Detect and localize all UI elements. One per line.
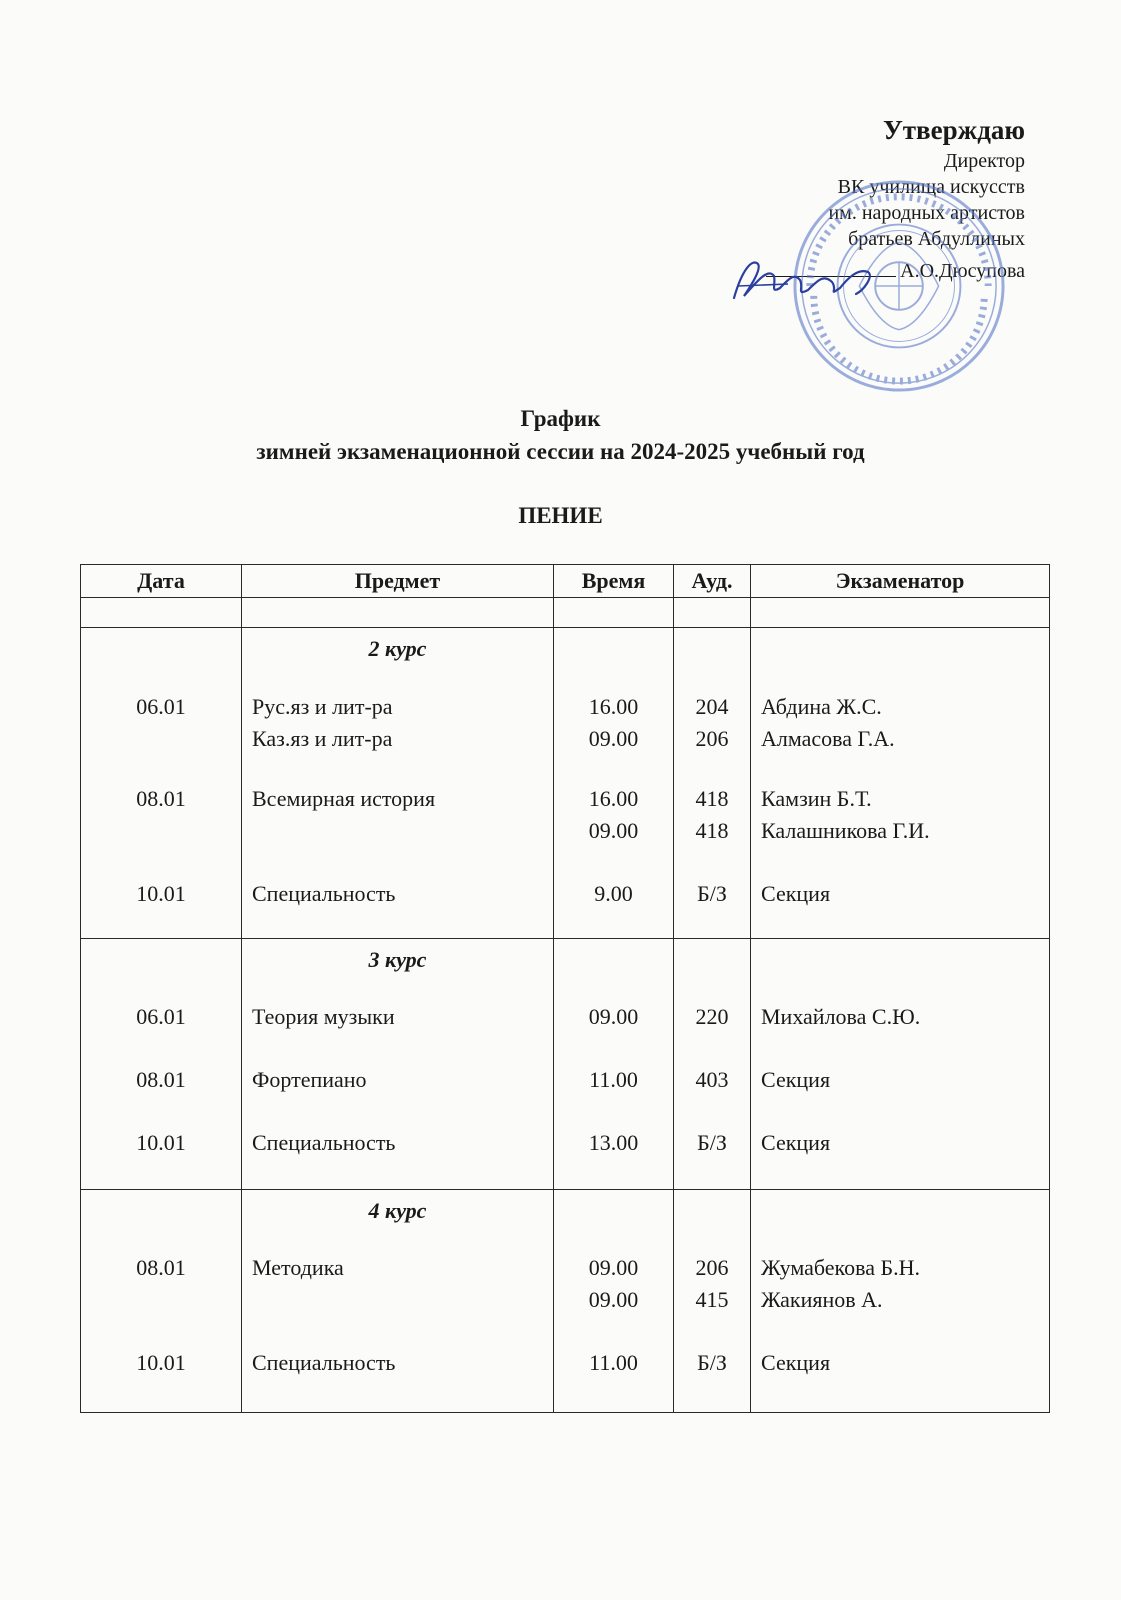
room-cell: [674, 628, 751, 939]
schedule-time: 16.00: [588, 694, 639, 719]
subject-cell: [242, 1190, 554, 1413]
approval-title: Утверждаю: [882, 115, 1025, 145]
schedule-time: 09.00: [588, 1004, 639, 1029]
schedule-examiner: Абдина Ж.С.: [761, 694, 882, 719]
col-header-subject: Предмет: [242, 565, 554, 598]
schedule-time: 11.00: [589, 1350, 638, 1375]
schedule-time: 11.00: [589, 1067, 638, 1092]
schedule-subject: Специальность: [252, 881, 396, 906]
schedule-room: Б/З: [697, 1350, 727, 1375]
schedule-examiner: Калашникова Г.И.: [761, 818, 930, 843]
schedule-examiner: Жакиянов А.: [761, 1287, 883, 1312]
schedule-date: 06.01: [136, 694, 186, 719]
schedule-time: 09.00: [588, 1287, 639, 1312]
approval-org-line-2: им. народных артистов: [828, 202, 1025, 224]
document-heading: [0, 402, 1121, 468]
heading-subtitle: зимней экзаменационной сессии на 2024-2025 учебный год: [256, 439, 865, 464]
schedule-subject: [242, 1285, 553, 1315]
schedule-time: 13.00: [588, 1130, 639, 1155]
schedule-date: 06.01: [136, 1004, 186, 1029]
schedule-examiner: Камзин Б.Т.: [761, 786, 872, 811]
schedule-date: 10.01: [136, 1130, 186, 1155]
schedule-subject: Специальность: [252, 1350, 396, 1375]
table-header-row: [81, 565, 1050, 598]
schedule-date: 10.01: [136, 1350, 186, 1375]
schedule-subject: Методика: [252, 1255, 344, 1280]
schedule-room: 403: [695, 1067, 729, 1092]
schedule-date: 08.01: [136, 786, 186, 811]
subject-cell: [242, 628, 554, 939]
schedule-date: [81, 724, 241, 754]
col-header-room: Ауд.: [674, 565, 751, 598]
schedule-room: 206: [695, 726, 729, 751]
course-title: 3 курс: [368, 947, 427, 972]
heading-title: График: [520, 406, 601, 431]
schedule-room: 418: [695, 786, 729, 811]
course-block-row: [81, 1190, 1050, 1413]
course-block-row: [81, 628, 1050, 939]
schedule-room: 206: [695, 1255, 729, 1280]
schedule-subject: Каз.яз и лит-ра: [252, 726, 393, 751]
course-title: 4 курс: [368, 1198, 427, 1223]
signatory-name: А.О.Дюсупова: [900, 260, 1025, 282]
table-spacer-row: [81, 598, 1050, 628]
date-cell: [81, 1190, 242, 1413]
examiner-cell: [751, 628, 1050, 939]
schedule-examiner: Жумабекова Б.Н.: [761, 1255, 921, 1280]
col-header-date: Дата: [81, 565, 242, 598]
date-cell: [81, 939, 242, 1190]
schedule-time: 09.00: [588, 818, 639, 843]
schedule-examiner: Секция: [761, 881, 831, 906]
schedule-date: [81, 1285, 241, 1315]
schedule-date: [81, 816, 241, 846]
schedule-room: 220: [695, 1004, 729, 1029]
schedule-time: 09.00: [588, 1255, 639, 1280]
schedule-subject: Всемирная история: [252, 786, 436, 811]
handwritten-signature: [728, 250, 878, 310]
schedule-room: Б/З: [697, 881, 727, 906]
course-title: 2 курс: [368, 636, 427, 661]
schedule-subject: [242, 816, 553, 846]
subject-cell: [242, 939, 554, 1190]
schedule-time: 09.00: [588, 726, 639, 751]
schedule-date: 08.01: [136, 1255, 186, 1280]
date-cell: [81, 628, 242, 939]
section-title: ПЕНИЕ: [518, 503, 603, 528]
room-cell: [674, 1190, 751, 1413]
approval-org-line-3: братьев Абдуллиных: [848, 228, 1025, 250]
col-header-examiner: Экзаменатор: [751, 565, 1050, 598]
approval-position: Директор: [943, 150, 1025, 172]
schedule-room: Б/З: [697, 1130, 727, 1155]
schedule-time: 16.00: [588, 786, 639, 811]
schedule-subject: Теория музыки: [252, 1004, 395, 1029]
room-cell: [674, 939, 751, 1190]
course-block-row: [81, 939, 1050, 1190]
schedule-subject: Рус.яз и лит-ра: [252, 694, 393, 719]
schedule-examiner: Алмасова Г.А.: [761, 726, 895, 751]
schedule-room: 418: [695, 818, 729, 843]
schedule-subject: Специальность: [252, 1130, 396, 1155]
schedule-date: 10.01: [136, 881, 186, 906]
schedule-examiner: Секция: [761, 1350, 831, 1375]
approval-org-line-1: ВК училища искусств: [837, 176, 1025, 198]
schedule-room: 204: [695, 694, 729, 719]
time-cell: [554, 1190, 674, 1413]
schedule-time: 9.00: [594, 881, 633, 906]
schedule-examiner: Секция: [761, 1130, 831, 1155]
col-header-time: Время: [554, 565, 674, 598]
examiner-cell: [751, 939, 1050, 1190]
time-cell: [554, 939, 674, 1190]
time-cell: [554, 628, 674, 939]
schedule-room: 415: [695, 1287, 729, 1312]
schedule-subject: Фортепиано: [252, 1067, 367, 1092]
schedule-examiner: Михайлова С.Ю.: [761, 1004, 921, 1029]
schedule-examiner: Секция: [761, 1067, 831, 1092]
examiner-cell: [751, 1190, 1050, 1413]
schedule-date: 08.01: [136, 1067, 186, 1092]
exam-schedule-table: [80, 564, 1050, 1413]
